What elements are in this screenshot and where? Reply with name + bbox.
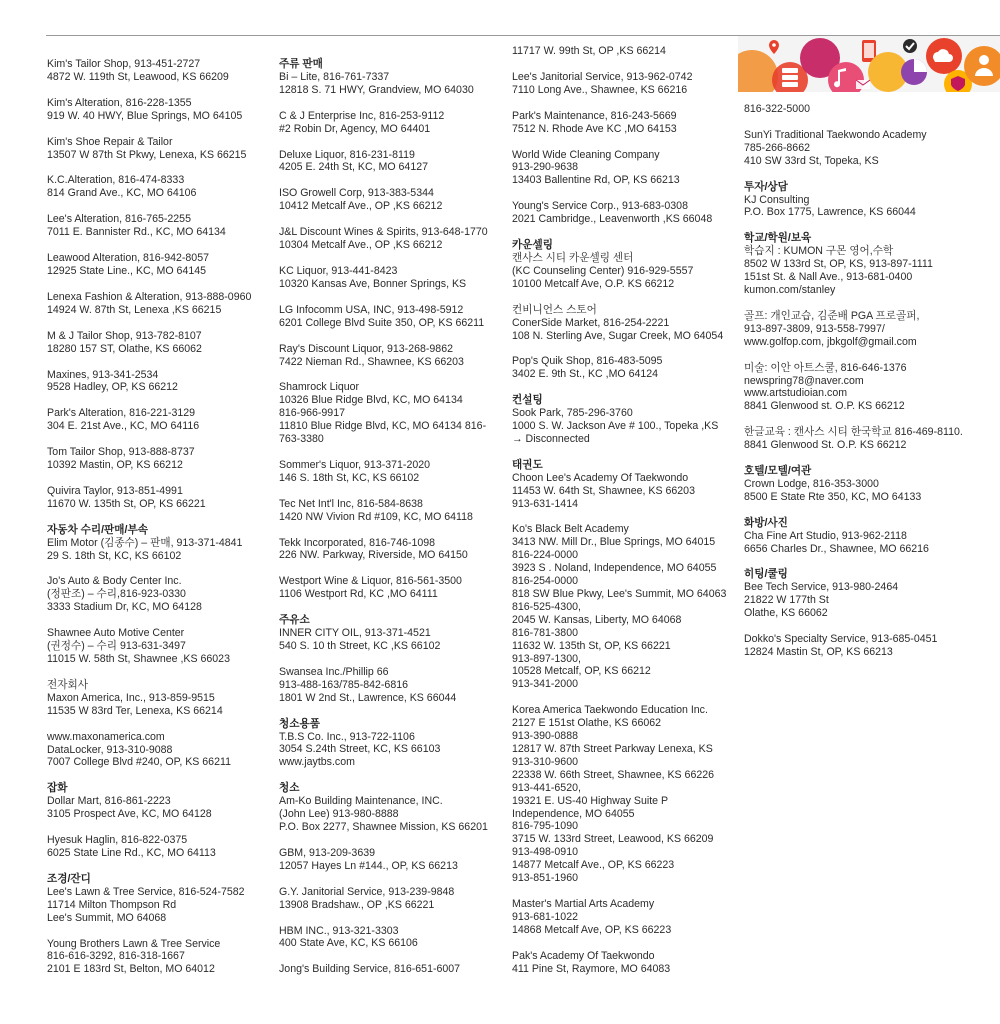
category-heading: 주류 판매 [279, 58, 323, 70]
entry-line: 913-488-163/785-842-6816 [279, 678, 408, 691]
entry-line: Hyesuk Haglin, 816-822-0375 [47, 834, 188, 847]
directory-entry [512, 459, 738, 511]
entry-line: 913-631-1414 [512, 497, 578, 510]
directory-entry [279, 718, 507, 770]
entry-line: 13507 W 87th St Pkwy, Lenexa, KS 66215 [47, 148, 247, 161]
directory-entry [744, 465, 970, 504]
entry-line: 컨비니언스 스토어 [512, 303, 597, 316]
entry-line: Ko's Black Belt Academy [512, 523, 629, 536]
banner-graphic [738, 36, 1000, 92]
entry-line: Park's Alteration, 816-221-3129 [47, 407, 196, 420]
entry-line: #2 Robin Dr, Agency, MO 64401 [279, 122, 431, 135]
entry-line: 18280 157 ST, Olathe, KS 66062 [47, 342, 202, 355]
entry-line: 411 Pine St, Raymore, MO 64083 [512, 962, 671, 975]
entry-line: 2045 W. Kansas, Liberty, MO 64068 [512, 613, 682, 626]
directory-column-1 [47, 58, 275, 989]
entry-line: Kim's Alteration, 816-228-1355 [47, 96, 192, 109]
directory-entry [279, 110, 507, 136]
entry-line: 7011 E. Bannister Rd., KC, MO 64134 [47, 226, 226, 239]
entry-line: Kim's Shoe Repair & Tailor [47, 135, 173, 148]
entry-line: KC Liquor, 913-441-8423 [279, 264, 398, 277]
entry-line: 913-310-9600 [512, 755, 578, 768]
entry-line: Sommer's Liquor, 913-371-2020 [279, 458, 431, 471]
entry-line: Tekk Incorporated, 816-746-1098 [279, 536, 436, 549]
directory-entry [279, 498, 507, 524]
entry-line: Young Brothers Lawn & Tree Service [47, 937, 221, 950]
directory-entry [279, 614, 507, 653]
entry-line: Pop's Quik Shop, 816-483-5095 [512, 355, 663, 368]
entry-line: 816-254-0000 [512, 575, 578, 588]
entry-line: 913-290-9638 [512, 161, 578, 174]
directory-entry [47, 938, 275, 977]
directory-entry [512, 71, 738, 97]
directory-entry [512, 355, 738, 381]
directory-entry [279, 343, 507, 369]
entry-line: J&L Discount Wines & Spirits, 913-648-1770 [279, 226, 488, 239]
entry-line: 11717 W. 99th St, OP ,KS 66214 [512, 45, 666, 57]
directory-entry [279, 459, 507, 485]
directory-entry [279, 304, 507, 330]
entry-line: Bee Tech Service, 913-980-2464 [744, 581, 899, 594]
entry-line: Elim Motor (김종수) – 판매, 913-371-4841 [47, 536, 243, 549]
entry-line: 913-897-1300, [512, 652, 581, 665]
entry-line: SunYi Traditional Taekwondo Academy [744, 128, 927, 141]
entry-line: 304 E. 21st Ave., KC, MO 64116 [47, 420, 200, 433]
category-heading: 호텔/모텔/여관 [744, 465, 812, 478]
entry-line: P.O. Box 2277, Shawnee Mission, KS 66201 [279, 820, 488, 833]
entry-line: 8841 Glenwood St. O.P. KS 66212 [744, 439, 907, 452]
entry-line: newspring78@naver.com [744, 374, 864, 387]
directory-entry [512, 239, 738, 291]
entry-line: 7110 Long Ave., Shawnee, KS 66216 [512, 83, 688, 96]
directory-entry [279, 149, 507, 175]
entry-line: www.golfop.com, jbkgolf@gmail.com [744, 335, 917, 348]
entry-line: Sook Park, 785-296-3760 [512, 407, 633, 420]
entry-line: 12817 W. 87th Street Parkway Lenexa, KS [512, 742, 713, 755]
directory-entry [744, 426, 970, 452]
directory-entry [47, 782, 275, 821]
category-heading: 투자/상담 [744, 180, 788, 193]
entry-line: 전자회사 [47, 678, 88, 691]
directory-entry [47, 291, 275, 317]
entry-line: 913-498-0910 [512, 846, 578, 859]
entry-line: 13908 Bradshaw., OP ,KS 66221 [279, 898, 435, 911]
entry-line: 11535 W 83rd Ter, Lenexa, KS 66214 [47, 704, 223, 717]
entry-line: Tec Net Int'l Inc, 816-584-8638 [279, 497, 423, 510]
entry-line: Lee's Janitorial Service, 913-962-0742 [512, 70, 693, 83]
entry-line: 785-266-8662 [744, 141, 810, 154]
entry-line: Kim's Tailor Shop, 913-451-2727 [47, 58, 201, 70]
entry-line: 6201 College Blvd Suite 350, OP, KS 66211 [279, 316, 485, 329]
entry-line: Park's Maintenance, 816-243-5669 [512, 109, 677, 122]
entry-line: Leawood Alteration, 816-942-8057 [47, 252, 209, 265]
entry-line: P.O. Box 1775, Lawrence, KS 66044 [744, 206, 916, 219]
entry-line: 151st St. & Nall Ave., 913-681-0400 [744, 271, 913, 284]
entry-line: 14877 Metcalf Ave., OP, KS 66223 [512, 859, 675, 872]
directory-entry [512, 45, 738, 58]
entry-line: 11810 Blue Ridge Blvd, KC, MO 64134 816- [279, 420, 487, 433]
entry-line: 8841 Glenwood st. O.P. KS 66212 [744, 400, 905, 413]
directory-entry [279, 265, 507, 291]
entry-line: Lee's Summit, MO 64068 [47, 911, 167, 924]
entry-line: DataLocker, 913-310-9088 [47, 743, 173, 756]
entry-line: www.artstudioian.com [744, 387, 848, 400]
entry-line: KJ Consulting [744, 193, 810, 206]
entry-line: INNER CITY OIL, 913-371-4521 [279, 627, 431, 640]
entry-line: 10412 Metcalf Ave., OP ,KS 66212 [279, 200, 443, 213]
directory-entry [47, 97, 275, 123]
entry-line: 816-781-3800 [512, 626, 578, 639]
entry-line: 12925 State Line., KC, MO 64145 [47, 264, 207, 277]
entry-line: 3413 NW. Mill Dr., Blue Springs, MO 64015 [512, 536, 716, 549]
directory-entry [47, 213, 275, 239]
entry-line: 3333 Stadium Dr, KC, MO 64128 [47, 601, 202, 614]
entry-line: Swansea Inc./Phillip 66 [279, 665, 389, 678]
directory-entry [279, 226, 507, 252]
entry-line: K.C.Alteration, 816-474-8333 [47, 174, 185, 187]
entry-line: 19321 E. US-40 Highway Suite P [512, 794, 669, 807]
directory-entry [47, 252, 275, 278]
directory-entry [47, 407, 275, 433]
entry-line: ISO Growell Corp, 913-383-5344 [279, 187, 434, 200]
entry-line: M & J Tailor Shop, 913-782-8107 [47, 329, 202, 342]
entry-line: 21822 W 177th St [744, 594, 829, 607]
entry-line: 816-795-1090 [512, 820, 578, 833]
directory-entry [512, 110, 738, 136]
directory-entry [744, 633, 970, 659]
entry-line: ConerSide Market, 816-254-2221 [512, 316, 670, 329]
entry-line: Deluxe Liquor, 816-231-8119 [279, 148, 415, 161]
entry-line: 골프: 개인교습, 김준배 PGA 프로골퍼, [744, 309, 920, 322]
entry-line: Choon Lee's Academy Of Taekwondo [512, 471, 689, 484]
entry-line: 8500 E State Rte 350, KC, MO 64133 [744, 490, 922, 503]
entry-line: C & J Enterprise Inc, 816-253-9112 [279, 109, 445, 122]
category-heading: 학교/학원/보육 [744, 232, 812, 245]
entry-line: Shamrock Liquor [279, 381, 360, 394]
entry-line: 6656 Charles Dr., Shawnee, MO 66216 [744, 542, 929, 555]
entry-line: Pak's Academy Of Taekwondo [512, 949, 655, 962]
directory-entry [47, 330, 275, 356]
entry-line: 22338 W. 66th Street, Shawnee, KS 66226 [512, 768, 715, 781]
directory-entry [512, 304, 738, 343]
entry-line: Maxon America, Inc., 913-859-9515 [47, 691, 215, 704]
entry-line: 9528 Hadley, OP, KS 66212 [47, 381, 178, 394]
entry-line: (John Lee) 913-980-8888 [279, 808, 399, 821]
entry-line: 3715 W. 133rd Street, Leawood, KS 66209 [512, 833, 714, 846]
entry-line: 7007 College Blvd #240, OP, KS 66211 [47, 756, 231, 769]
entry-line: 캔사스 시티 카운셀링 센터 [512, 251, 634, 264]
entry-line: 400 State Ave, KC, KS 66106 [279, 937, 418, 950]
decorative-banner [738, 36, 1000, 92]
entry-line: 540 S. 10 th Street, KC ,KS 66102 [279, 640, 441, 652]
directory-entry [512, 394, 738, 446]
category-heading: 히팅/쿨링 [744, 568, 788, 581]
entry-line: 8502 W 133rd St, OP, KS, 913-897-1111 [744, 258, 933, 271]
entry-line: 11015 W. 58th St, Shawnee ,KS 66023 [47, 653, 230, 665]
entry-line: Young's Service Corp., 913-683-0308 [512, 200, 688, 213]
directory-entry [279, 666, 507, 705]
entry-line: Lenexa Fashion & Alteration, 913-888-0960 [47, 290, 252, 303]
directory-entry [279, 782, 507, 834]
entry-line: World Wide Cleaning Company [512, 148, 660, 161]
entry-line: www.jaytbs.com [279, 756, 355, 769]
entry-line: Lee's Lawn & Tree Service, 816-524-7582 [47, 885, 245, 898]
directory-entry [47, 136, 275, 162]
entry-line: 913-897-3809, 913-558-7997/ [744, 322, 885, 335]
directory-entry [744, 181, 970, 220]
directory-entry [47, 873, 275, 925]
entry-line: 816-322-5000 [744, 103, 810, 115]
entry-line: Cha Fine Art Studio, 913-962-2118 [744, 529, 907, 542]
entry-line: Dokko's Specialty Service, 913-685-0451 [744, 633, 938, 646]
directory-entry [47, 485, 275, 511]
entry-line: 146 S. 18th St, KC, KS 66102 [279, 471, 420, 484]
entry-line: Ray's Discount Liquor, 913-268-9862 [279, 342, 453, 355]
directory-entry [744, 103, 970, 116]
entry-line: 7512 N. Rhode Ave KC ,MO 64153 [512, 122, 677, 135]
entry-line: Dollar Mart, 816-861-2223 [47, 795, 171, 808]
entry-line: www.maxonamerica.com [47, 730, 165, 743]
entry-line: 14868 Metcalf Ave, OP, KS 66223 [512, 923, 672, 936]
entry-line: 2021 Cambridge., Leavenworth ,KS 66048 [512, 213, 713, 226]
entry-line: 10100 Metcalf Ave, O.P. KS 66212 [512, 277, 675, 290]
entry-line: Independence, MO 64055 [512, 807, 635, 820]
entry-line: 7422 Nieman Rd., Shawnee, KS 66203 [279, 355, 464, 368]
entry-line: 913-390-0888 [512, 730, 578, 743]
category-heading: 화방/사진 [744, 516, 788, 529]
entry-line: 11453 W. 64th St, Shawnee, KS 66203 [512, 484, 695, 497]
entry-line: 10304 Metcalf Ave., OP ,KS 66212 [279, 239, 443, 252]
entry-line: 10528 Metcalf, OP, KS 66212 [512, 665, 651, 678]
directory-entry [279, 847, 507, 873]
directory-column-2 [279, 58, 507, 989]
directory-entry [47, 446, 275, 472]
category-heading: 주유소 [279, 614, 310, 627]
directory-entry [279, 537, 507, 563]
entry-line: Bi – Lite, 816-761-7337 [279, 70, 390, 83]
entry-line: 11670 W. 135th St, OP, KS 66221 [47, 497, 206, 510]
entry-line: 763-3380 [279, 433, 324, 446]
directory-entry [744, 129, 970, 168]
entry-line: 226 NW. Parkway, Riverside, MO 64150 [279, 549, 468, 562]
entry-line: Crown Lodge, 816-353-3000 [744, 477, 879, 490]
entry-line: 3054 S.24th Street, KC, KS 66103 [279, 743, 441, 756]
directory-entry [744, 232, 970, 297]
entry-line: 1801 W 2nd St., Lawrence, KS 66044 [279, 691, 457, 704]
check-icon [903, 39, 917, 53]
entry-line: Jong's Building Service, 816-651-6007 [279, 963, 461, 976]
entry-line: 3923 S . Noland, Independence, MO 64055 [512, 562, 717, 575]
entry-line: 학습지 : KUMON 구몬 영어,수학 [744, 245, 894, 258]
entry-line: (권정수) – 수리 913-631-3497 [47, 640, 186, 653]
entry-line: 11632 W. 135th St, OP, KS 66221 [512, 639, 671, 652]
directory-entry [47, 369, 275, 395]
entry-line: 814 Grand Ave., KC, MO 64106 [47, 187, 197, 200]
directory-entry [279, 886, 507, 912]
entry-line: LG Infocomm USA, INC, 913-498-5912 [279, 303, 464, 316]
directory-entry [47, 679, 275, 718]
directory-entry [47, 731, 275, 770]
entry-line: 2101 E 183rd St, Belton, MO 64012 [47, 963, 215, 976]
entry-line: 11714 Milton Thompson Rd [47, 898, 177, 911]
entry-line: 1106 Westport Rd, KC ,MO 64111 [279, 588, 438, 601]
entry-line: 816-966-9917 [279, 407, 345, 420]
directory-entry [279, 925, 507, 951]
entry-line: HBM INC., 913-321-3303 [279, 924, 399, 937]
entry-line: 12824 Mastin St, OP, KS 66213 [744, 646, 893, 658]
entry-line: 913-681-1022 [512, 910, 578, 923]
entry-line: T.B.S Co. Inc., 913-722-1106 [279, 730, 415, 743]
entry-line: 4205 E. 24th St, KC, MO 64127 [279, 161, 428, 174]
entry-line: 919 W. 40 HWY, Blue Springs, MO 64105 [47, 109, 243, 122]
directory-entry [512, 149, 738, 188]
entry-line: → Disconnected [512, 432, 590, 445]
server-icon [782, 68, 798, 87]
entry-line: 1000 S. W. Jackson Ave # 100., Topeka ,KS [512, 420, 719, 433]
directory-entry [744, 362, 970, 414]
category-heading: 태권도 [512, 458, 543, 471]
entry-line: Jo's Auto & Body Center Inc. [47, 575, 182, 588]
entry-line: Shawnee Auto Motive Center [47, 627, 185, 640]
entry-line: 2127 E 151st Olathe, KS 66062 [512, 717, 662, 730]
entry-line: 한글교육 : 캔사스 시티 한국학교 816-469-8110. [744, 426, 963, 439]
category-heading: 컨설팅 [512, 394, 543, 407]
entry-line: 913-441-6520, [512, 781, 581, 794]
directory-entry [279, 58, 507, 97]
directory-entry [279, 575, 507, 601]
entry-line: 6025 State Line Rd., KC, MO 64113 [47, 846, 216, 859]
category-heading: 청소용품 [279, 717, 320, 730]
directory-entry [512, 950, 738, 976]
entry-line: Maxines, 913-341-2534 [47, 368, 159, 381]
entry-line: 14924 W. 87th St, Lenexa ,KS 66215 [47, 303, 222, 316]
directory-column-3 [512, 45, 738, 988]
directory-entry [279, 381, 507, 446]
entry-line: Am-Ko Building Maintenance, INC. [279, 795, 443, 808]
mail-icon [856, 80, 870, 89]
entry-line: 10392 Mastin, OP, KS 66212 [47, 459, 183, 472]
entry-line: 108 N. Sterling Ave, Sugar Creek, MO 64054 [512, 329, 724, 342]
directory-entry [744, 310, 970, 349]
directory-entry [512, 704, 738, 885]
entry-line: 13403 Ballentine Rd, OP, KS 66213 [512, 174, 680, 187]
entry-line: Olathe, KS 66062 [744, 607, 828, 620]
entry-line: 10326 Blue Ridge Blvd, KC, MO 64134 [279, 394, 463, 407]
entry-line: Westport Wine & Liquor, 816-561-3500 [279, 575, 462, 588]
entry-line: Master's Martial Arts Academy [512, 897, 655, 910]
entry-line: 3402 E. 9th St., KC ,MO 64124 [512, 368, 659, 381]
directory-entry [512, 898, 738, 937]
entry-line: 4872 W. 119th St, Leawood, KS 66209 [47, 70, 229, 83]
directory-column-4 [744, 103, 970, 672]
directory-entry [512, 523, 738, 691]
entry-line: 12057 Hayes Ln #144., OP, KS 66213 [279, 859, 458, 872]
directory-entry [47, 834, 275, 860]
directory-entry [47, 174, 275, 200]
entry-line: 12818 S. 71 HWY, Grandview, MO 64030 [279, 83, 474, 96]
directory-entry [744, 517, 970, 556]
directory-entry [279, 187, 507, 213]
category-heading: 자동차 수리/판매/부속 [47, 523, 148, 536]
entry-line: kumon.com/stanley [744, 283, 836, 296]
entry-line: 29 S. 18th St, KC, KS 66102 [47, 549, 182, 562]
entry-line: Tom Tailor Shop, 913-888-8737 [47, 446, 195, 459]
entry-line: 410 SW 33rd St, Topeka, KS [744, 154, 879, 167]
category-heading: 잡화 [47, 782, 68, 795]
entry-line: (KC Counseling Center) 916-929-5557 [512, 264, 694, 277]
entry-line: Quivira Taylor, 913-851-4991 [47, 484, 183, 497]
chart-icon [901, 59, 927, 85]
entry-line: 3105 Prospect Ave, KC, MO 64128 [47, 808, 212, 821]
entry-line: 913-851-1960 [512, 872, 578, 885]
entry-line: (정판조) – 수리,816-923-0330 [47, 588, 186, 601]
entry-line: Lee's Alteration, 816-765-2255 [47, 213, 191, 226]
entry-line: GBM, 913-209-3639 [279, 846, 375, 859]
entry-line: G.Y. Janitorial Service, 913-239-9848 [279, 885, 455, 898]
directory-entry [744, 568, 970, 620]
category-heading: 청소 [279, 782, 300, 795]
entry-line: 913-341-2000 [512, 678, 578, 691]
directory-entry [47, 575, 275, 614]
entry-line: 816-525-4300, [512, 600, 581, 613]
entry-line: 10320 Kansas Ave, Bonner Springs, KS [279, 277, 467, 290]
entry-line: 1420 NW Vivion Rd #109, KC, MO 64118 [279, 510, 473, 523]
entry-line: 미술: 이안 아트스쿨, 816-646-1376 [744, 361, 907, 374]
directory-entry [47, 524, 275, 563]
entry-line: 816-224-0000 [512, 549, 578, 562]
category-heading: 조경/잔디 [47, 872, 91, 885]
category-heading: 카운셀링 [512, 239, 553, 252]
directory-entry [512, 200, 738, 226]
entry-line: 818 SW Blue Pkwy, Lee's Summit, MO 64063 [512, 588, 727, 600]
directory-entry [279, 963, 507, 976]
directory-entry [47, 58, 275, 84]
entry-line: Korea America Taekwondo Education Inc. [512, 704, 708, 717]
directory-entry [47, 627, 275, 666]
entry-line: 816-616-3292, 816-318-1667 [47, 950, 185, 963]
